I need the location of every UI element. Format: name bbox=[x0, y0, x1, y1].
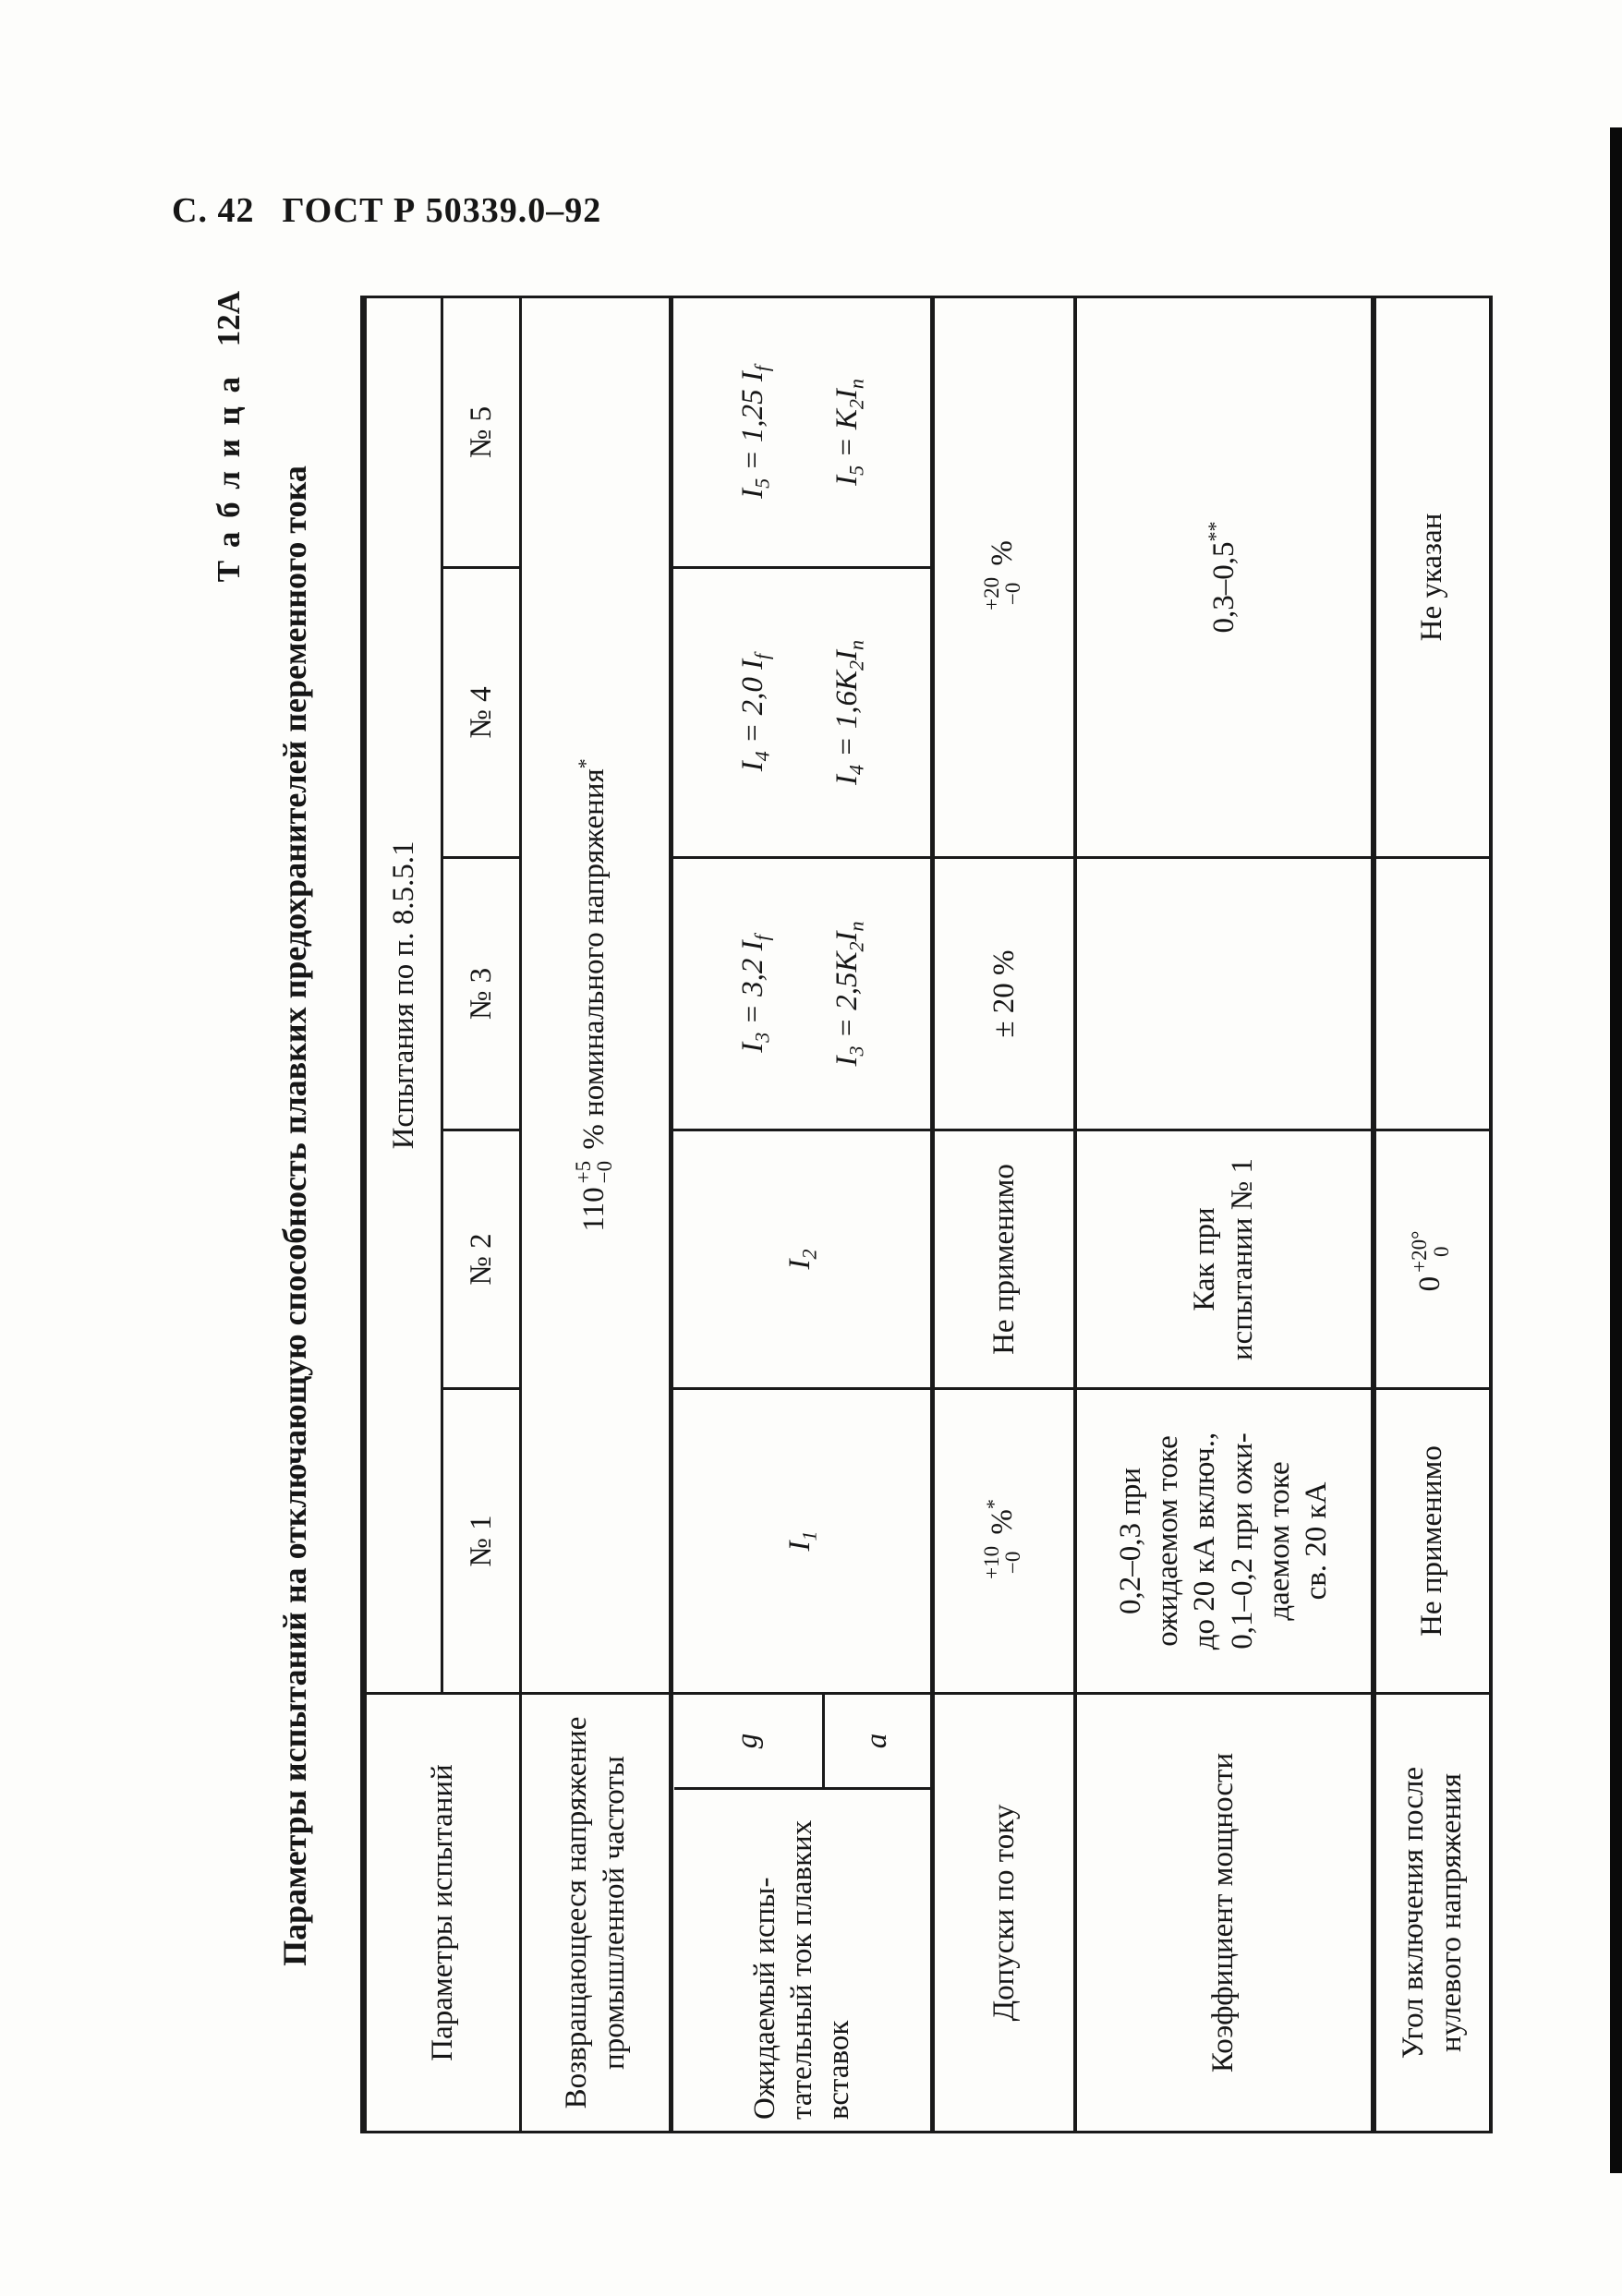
current-test-4-a: $I_4 = 1,6K_2I_n$ bbox=[830, 639, 868, 786]
powerfactor-test-3 bbox=[1075, 858, 1374, 1130]
table-title: Параметры испытаний на отключающую способность плавких предохранителей переменного тока bbox=[276, 465, 313, 1966]
breaking-capacity-table bbox=[360, 296, 1493, 2133]
tolerance-test-2: Не применимо bbox=[933, 1130, 1075, 1389]
scan-edge-artifact bbox=[1610, 127, 1622, 2173]
powerfactor-test-1: 0,2–0,3 при ожидаемом токе до 20 кА включ., 0,1–0,2 при ожи- даемом токе св. 20 кА bbox=[1075, 1389, 1374, 1694]
table-caption bbox=[211, 291, 248, 2133]
angle-2-stack bbox=[1409, 1231, 1452, 1273]
tolerance-1-plus: +10 bbox=[979, 1545, 1003, 1579]
tolerance-1-minus: −0 bbox=[1001, 1551, 1025, 1575]
angle-test-1: Не применимо bbox=[1374, 1389, 1491, 1694]
prospective-current-label-text: Ожидаемый испы- тательный ток плавких вставок bbox=[747, 1819, 856, 2120]
current-test-3-a: $I_3 = 2,5K_2I_n$ bbox=[830, 921, 868, 1067]
angle-2-number: 0 bbox=[1413, 1275, 1447, 1292]
value-recovery-voltage bbox=[521, 296, 672, 1693]
marker-a: a bbox=[860, 1733, 894, 1749]
standard-number: ГОСТ Р 50339.0–92 bbox=[282, 191, 602, 230]
current-test-5-a: $I_5 = K_2I_n$ bbox=[830, 379, 868, 486]
voltage-tail: % номинального напряжения bbox=[576, 768, 611, 1150]
label-current-tolerance: Допуски по току bbox=[933, 1694, 1075, 2133]
tolerance-1-unit: % bbox=[985, 1509, 1019, 1535]
tolerance-test-3: ± 20 % bbox=[933, 858, 1075, 1130]
header-test-5: № 5 bbox=[442, 296, 521, 567]
label-recovery-voltage: Возвращающееся напряжение промышленной частоты bbox=[521, 1694, 672, 2133]
footnote-star: * bbox=[981, 1499, 1005, 1510]
rotated-table-block bbox=[211, 286, 1495, 2133]
current-test-3 bbox=[672, 858, 933, 1130]
tolerance-test-4-5 bbox=[933, 296, 1075, 857]
footnote-star: * bbox=[573, 758, 597, 769]
current-test-3-g: $I_3 = 3,2$ $I_f$ bbox=[735, 935, 774, 1053]
angle-test-4-5: Не указан bbox=[1374, 296, 1491, 857]
voltage-number: 110 bbox=[576, 1187, 611, 1232]
voltage-tol-minus: −0 bbox=[592, 1160, 616, 1184]
page-number: С. 42 bbox=[172, 191, 255, 230]
tolerance-45-stack bbox=[981, 577, 1024, 610]
fuse-class-markers bbox=[674, 1695, 930, 1790]
header-test-3: № 3 bbox=[442, 858, 521, 1130]
powerfactor-test-4-5: 0,3–0,5** bbox=[1075, 296, 1374, 857]
marker-g: g bbox=[674, 1695, 825, 1787]
header-parameters: Параметры испытаний bbox=[364, 1694, 521, 2133]
header-test-4: № 4 bbox=[442, 568, 521, 858]
angle-test-2 bbox=[1374, 1130, 1491, 1389]
page-header bbox=[172, 190, 601, 231]
angle-2-minus: 0 bbox=[1429, 1246, 1453, 1258]
header-test-2: № 2 bbox=[442, 1130, 521, 1389]
tolerance-45-minus: −0 bbox=[1001, 582, 1025, 606]
label-making-angle: Угол включения после нулевого напряжения bbox=[1374, 1694, 1491, 2133]
label-power-factor: Коэффициент мощности bbox=[1075, 1694, 1374, 2133]
powerfactor-test-2: Как при испытании № 1 bbox=[1075, 1130, 1374, 1389]
current-test-1: $I_1$ bbox=[672, 1389, 933, 1694]
tolerance-45-plus: +20 bbox=[979, 576, 1003, 610]
tolerance-test-1 bbox=[933, 1389, 1075, 1694]
tolerance-45-unit: % bbox=[985, 540, 1019, 566]
table-caption-word: Таблица bbox=[211, 363, 247, 583]
angle-2-plus: +20° bbox=[1408, 1230, 1432, 1273]
angle-test-3 bbox=[1374, 858, 1491, 1130]
header-test-1: № 1 bbox=[442, 1389, 521, 1694]
label-prospective-current bbox=[672, 1694, 933, 2133]
header-tests-group: Испытания по п. 8.5.5.1 bbox=[364, 296, 442, 1693]
voltage-tol-plus: +5 bbox=[571, 1160, 595, 1184]
current-test-5-g: $I_5 = 1,25$ $I_f$ bbox=[735, 366, 774, 499]
current-test-4 bbox=[672, 568, 933, 858]
current-test-5 bbox=[672, 296, 933, 567]
voltage-tolerance-stack bbox=[573, 1161, 616, 1183]
current-test-4-g: $I_4 = 2,0$ $I_f$ bbox=[735, 653, 774, 772]
table-caption-number: 12А bbox=[211, 291, 247, 347]
tolerance-1-stack bbox=[981, 1546, 1024, 1579]
current-test-2: $I_2$ bbox=[672, 1130, 933, 1389]
